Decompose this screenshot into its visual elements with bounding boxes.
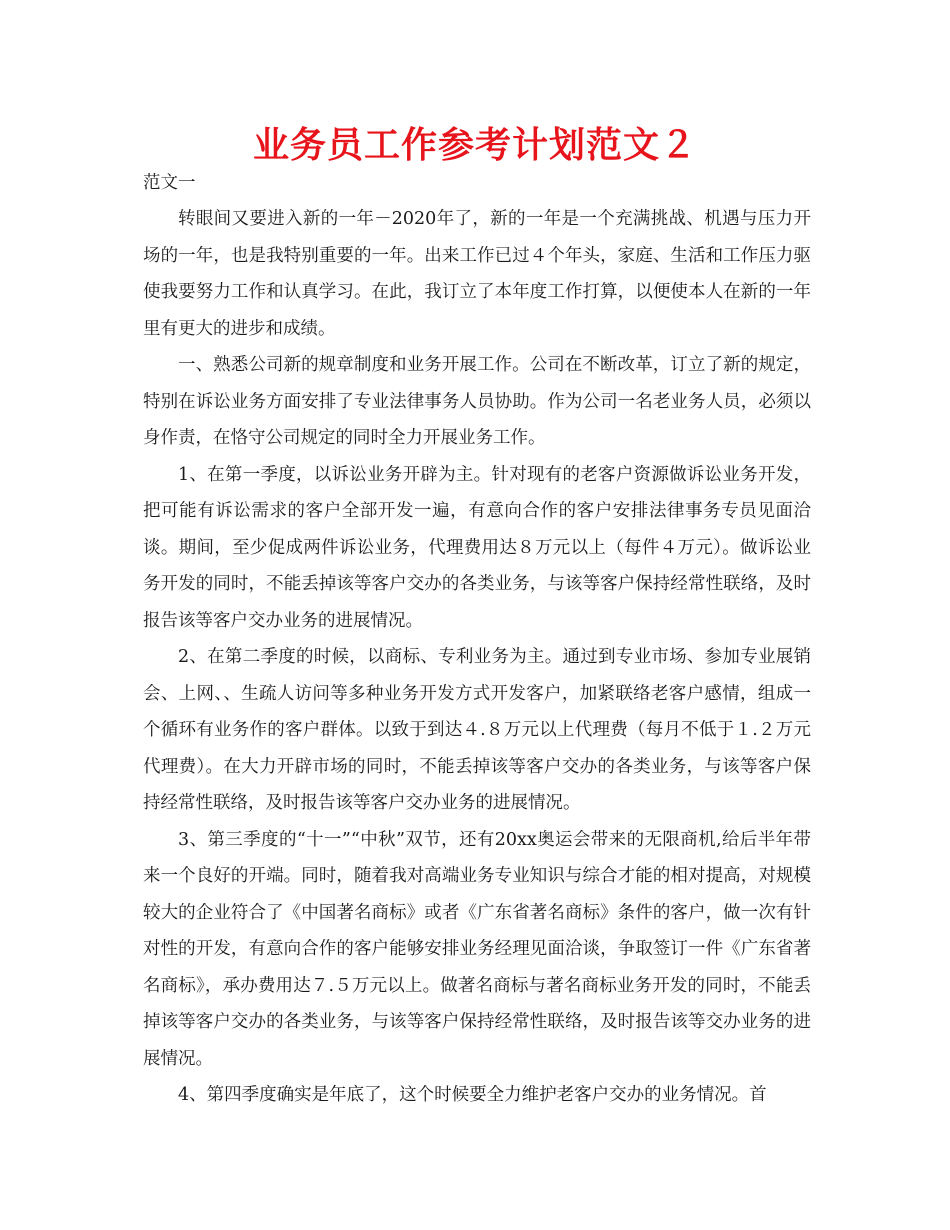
paragraph-q3: 3、第三季度的“十一”“中秋”双节，还有20xx奥运会带来的无限商机,给后半年带来一个良好的开端。同时，随着我对高端业务专业知识与综合才能的相对提高，对规模较大的企业符合了《中国著名商标》或者《广东省著名商标》条件的客户，做一次有针对性的开发，有意向合作的客户能够安排业务经理见面洽谈，争取签订一件《广东省著名商标》，承办费用达７.５万元以上。做著名商标与著名商标业务开发的同时，不能丢掉该等客户交办的各类业务，与该等客户保持经常性联络，及时报告该等交办业务的进展情况。 — [143, 829, 811, 1069]
paragraph-q4: 4、第四季度确实是年底了，这个时候要全力维护老客户交办的业务情况。首 — [178, 1085, 767, 1105]
paragraph-q2: 2、在第二季度的时候，以商标、专利业务为主。通过到专业市场、参加专业展销会、上网、、生疏人访问等多种业务开发方式开发客户，加紧联络老客户感情，组成一个循环有业务作的客户群体。以致于到达４.８万元以上代理费（每月不低于１.２万元代理费）。在大力开辟市场的同时，不能丢掉该等客户交办的各类业务，与该等客户保持经常性联络，及时报告该等客户交办业务的进展情况。 — [143, 647, 811, 813]
section-label: 范文一 — [143, 173, 196, 193]
paragraph-point-1: 一、熟悉公司新的规章制度和业务开展工作。公司在不断改革，订立了新的规定，特别在诉讼业务方面安排了专业法律事务人员协助。作为公司一名老业务人员，必须以身作责，在恪守公司规定的同时全力开展业务工作。 — [143, 355, 811, 448]
paragraph-intro: 转眼间又要进入新的一年－2020年了，新的一年是一个充满挑战、机遇与压力开场的一年，也是我特别重要的一年。出来工作已过４个年头，家庭、生活和工作压力驱使我要努力工作和认真学习。在此，我订立了本年度工作打算，以便使本人在新的一年里有更大的进步和成绩。 — [143, 209, 811, 339]
document-title: 业务员工作参考计划范文２ — [252, 125, 697, 166]
document-body — [143, 165, 811, 1114]
paragraph-q1: 1、在第一季度，以诉讼业务开辟为主。针对现有的老客户资源做诉讼业务开发，把可能有诉讼需求的客户全部开发一遍，有意向合作的客户安排法律事务专员见面洽谈。期间，至少促成两件诉讼业务，代理费用达８万元以上（每件４万元）。做诉讼业务开发的同时，不能丢掉该等客户交办的各类业务，与该等客户保持经常性联络，及时报告该等客户交办业务的进展情况。 — [143, 464, 811, 631]
